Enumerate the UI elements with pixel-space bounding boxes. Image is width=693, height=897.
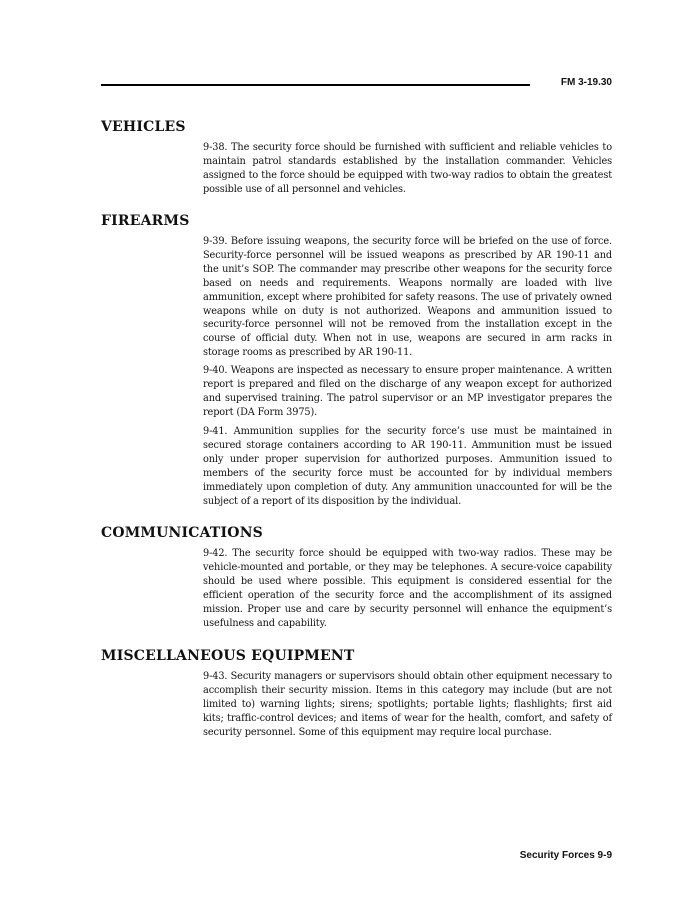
section-heading-firearms: FIREARMS [101,213,190,229]
paragraph-9-40: 9-40. Weapons are inspected as necessary to ensure proper maintenance. A written report is prepared and filed on the discharge of any weapon except for authorized and supervised training. The patrol supervisor or an MP investigator prepares the report (DA Form 3975). [203,365,612,418]
paragraph-9-43: 9-43. Security managers or supervisors should obtain other equipment necessary to accomplish their security mission. Items in this category may include (but are not limited to) warning lights; sirens; spotlights; portable lights; flashlights; first aid kits; traffic-control devices; and items of wear for the health, comfort, and safety of security personnel. Some of this equipment may require local purchase. [203,671,612,738]
section-heading-communications: COMMUNICATIONS [101,525,263,541]
header-rule [101,84,530,86]
paragraph-9-39: 9-39. Before issuing weapons, the security force will be briefed on the use of force. Security-force personnel will be issued weapons as prescribed by AR 190-11 and the unit’s SOP. The commander may prescribe other weapons for the security force based on needs and requirements. Weapons normally are loaded with live ammunition, except where prohibited for safety reasons. The use of privately owned weapons while on duty is not authorized. Weapons and ammunition issued to security-force personnel will not be removed from the installation except in the course of official duty. When not in use, weapons are secured in arm racks in storage rooms as prescribed by AR 190-11. [203,236,612,359]
running-footer: Security Forces 9-9 [519,850,612,861]
section-heading-vehicles: VEHICLES [101,119,186,135]
running-header: FM 3-19.30 [560,77,612,88]
section-heading-miscellaneous-equipment: MISCELLANEOUS EQUIPMENT [101,648,355,664]
paragraph-9-42: 9-42. The security force should be equipped with two-way radios. These may be vehicle-mounted and portable, or they may be telephones. A secure-voice capability should be used where possible. This equipment is considered essential for the efficient operation of the security force and the accomplishment of its assigned mission. Proper use and care by security personnel will enhance the equipment’s usefulness and capability. [203,548,612,629]
paragraph-9-38: 9-38. The security force should be furnished with sufficient and reliable vehicles to maintain patrol standards established by the installation commander. Vehicles assigned to the force should be equipped with two-way radios to obtain the greatest possible use of all personnel and vehicles. [203,142,612,195]
paragraph-9-41: 9-41. Ammunition supplies for the security force’s use must be maintained in secured storage containers according to AR 190-11. Ammunition must be issued only under proper supervision for authorized purposes. Ammunition issued to members of the security force must be accounted for by individual members immediately upon completion of duty. Any ammunition unaccounted for will be the subject of a report of its disposition by the individual. [203,426,612,507]
